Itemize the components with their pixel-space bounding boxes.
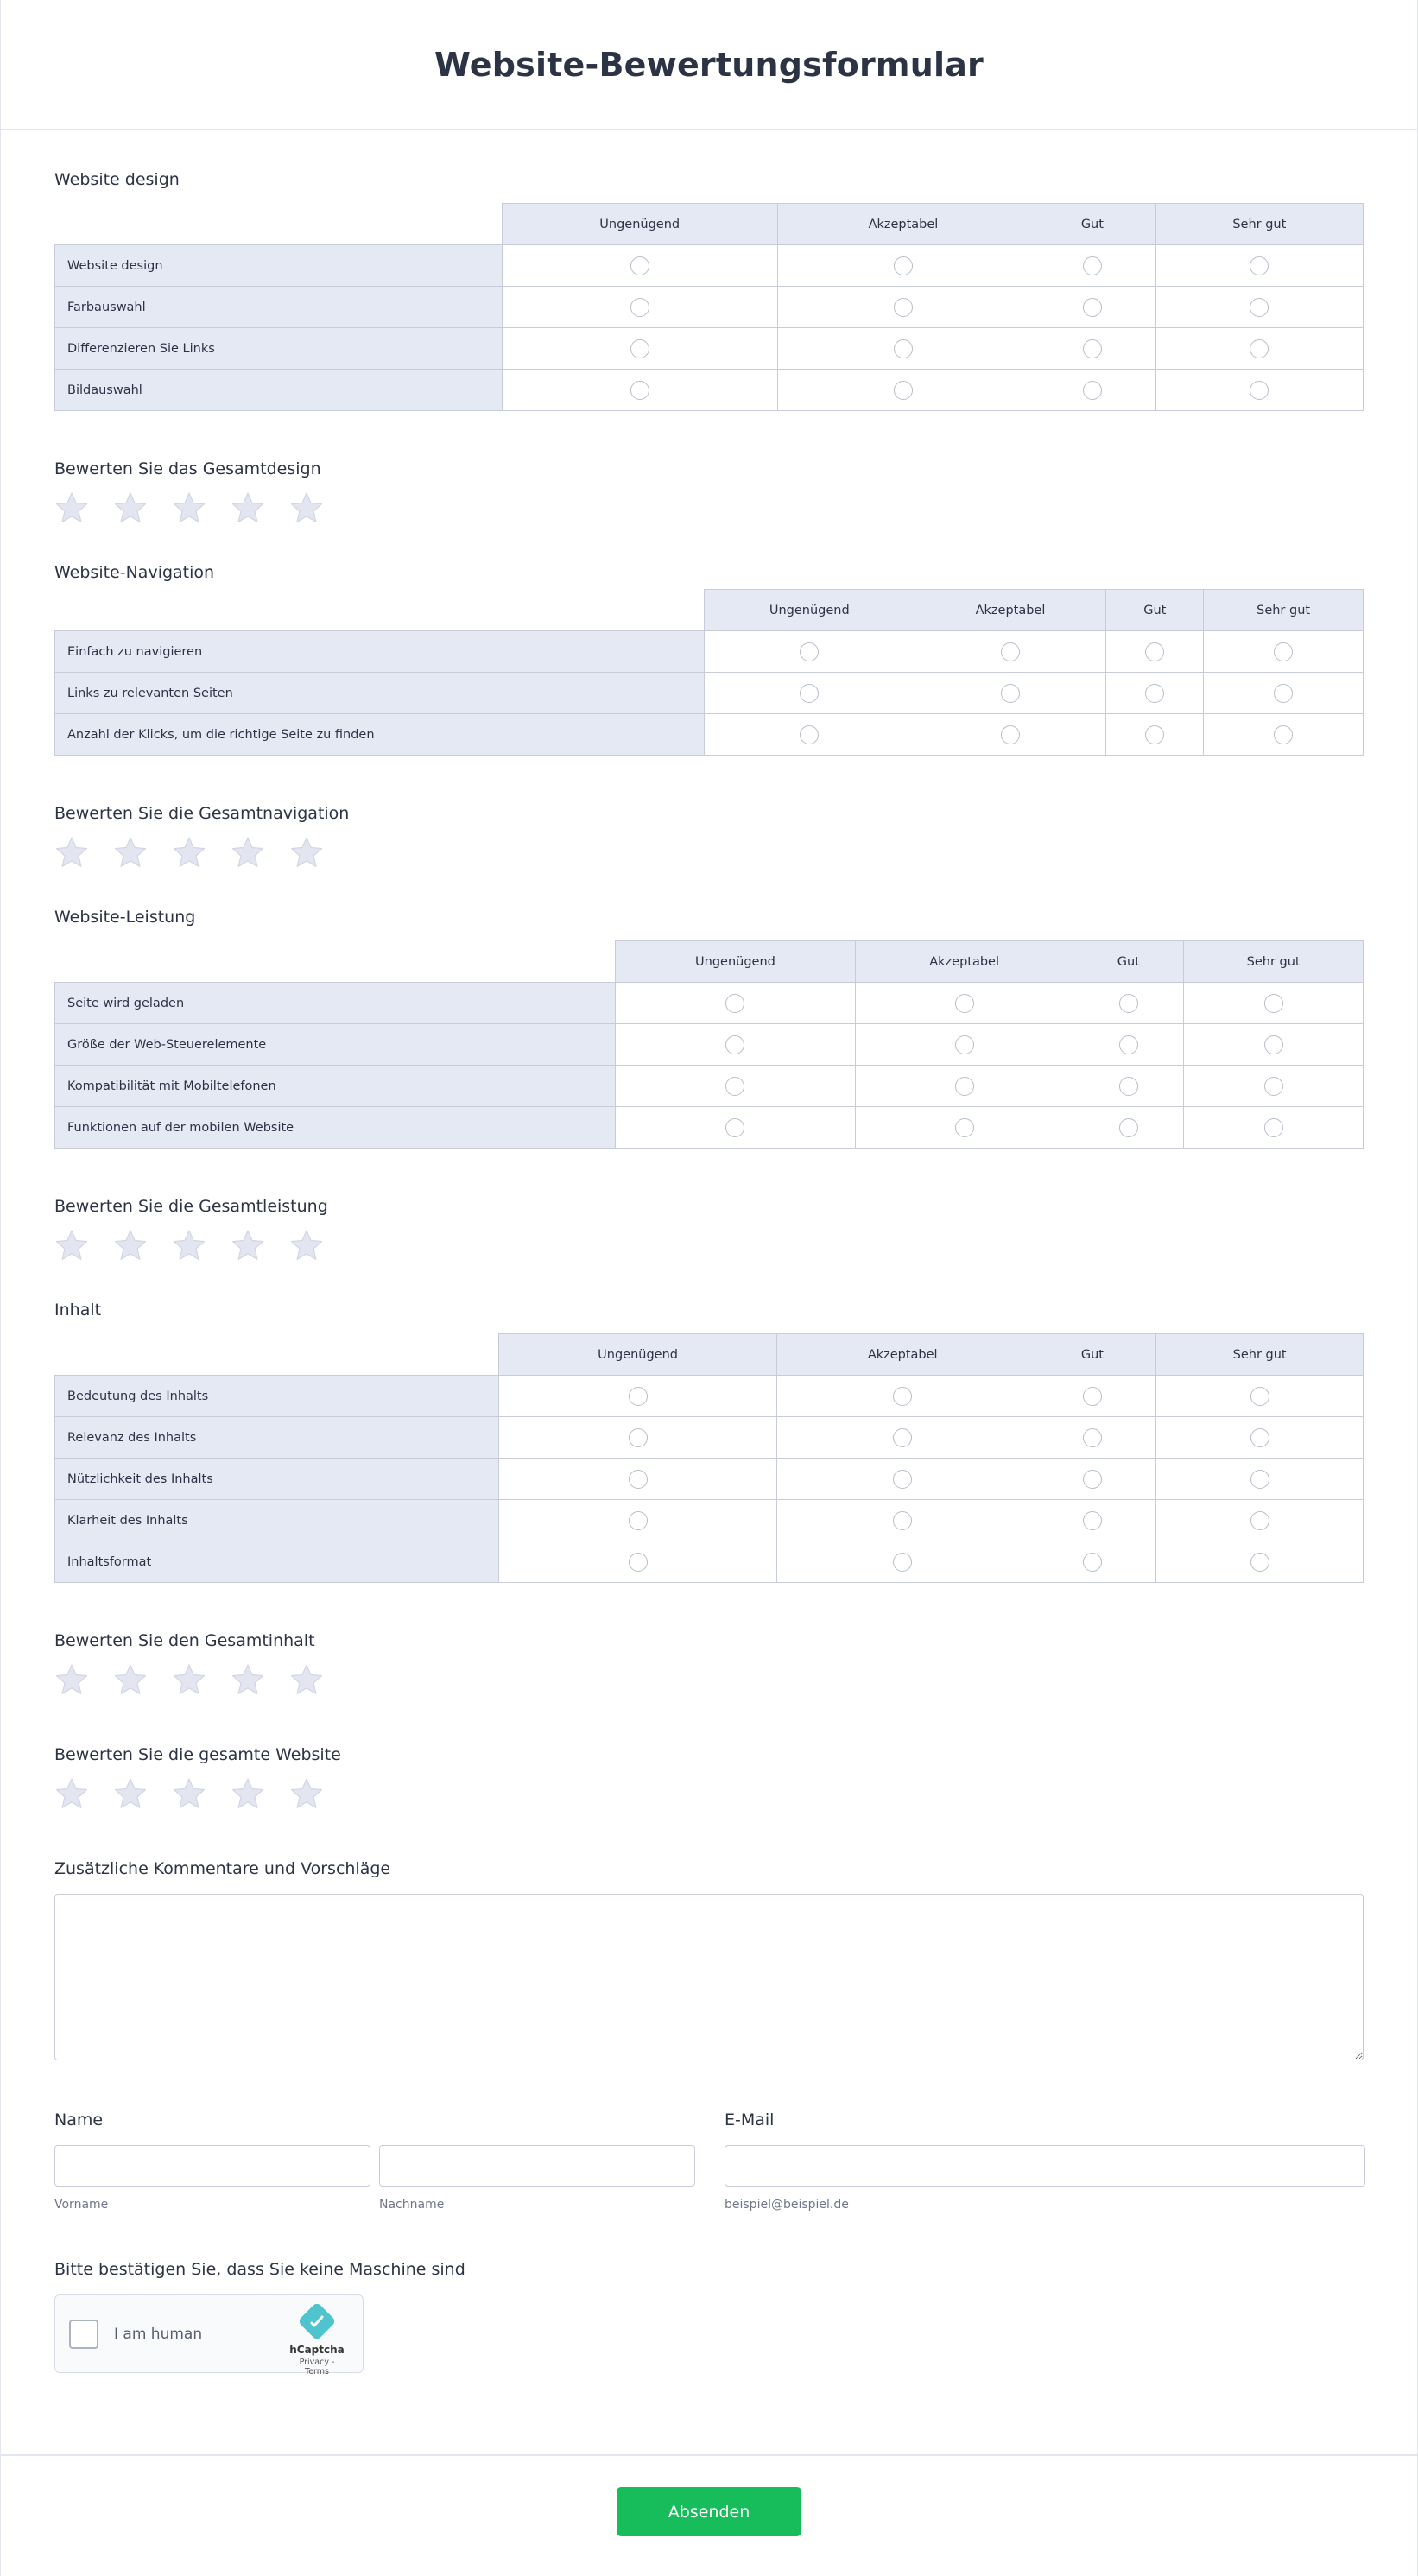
matrix-cell (1156, 1459, 1364, 1500)
matrix-row (55, 1459, 1364, 1500)
matrix-cell (499, 1417, 777, 1459)
radio-icon[interactable] (893, 1428, 912, 1447)
question-label: Website design (54, 170, 180, 189)
matrix-column-header: Ungenügend (616, 941, 856, 983)
matrix-row (55, 287, 1364, 328)
star-icon[interactable] (289, 1228, 324, 1263)
hcaptcha-logo-icon (300, 2304, 334, 2339)
rating-content (54, 1631, 1364, 1697)
matrix-row (55, 1417, 1364, 1459)
matrix-cell (777, 328, 1029, 370)
question-label: Zusätzliche Kommentare und Vorschläge (54, 1859, 391, 1878)
question-label: Website-Navigation (54, 563, 215, 582)
captcha-logo (287, 2304, 347, 2377)
matrix-cell (1155, 370, 1363, 411)
radio-icon[interactable] (1274, 725, 1293, 744)
matrix-cell (502, 370, 777, 411)
radio-icon[interactable] (800, 642, 819, 661)
matrix-column-header: Sehr gut (1155, 204, 1363, 245)
star-icon[interactable] (113, 491, 148, 525)
matrix-content (54, 1301, 1364, 1583)
matrix-header-row (55, 590, 1364, 631)
matrix-cell (704, 673, 915, 714)
comments-section (54, 1859, 1364, 2064)
radio-icon[interactable] (894, 381, 913, 400)
matrix-cell (1156, 1417, 1364, 1459)
captcha-label: Bitte bestätigen Sie, dass Sie keine Maschine sind (54, 2260, 465, 2279)
radio-icon[interactable] (1083, 1511, 1102, 1530)
matrix-cell (1073, 1066, 1184, 1107)
radio-icon[interactable] (800, 684, 819, 703)
matrix-row-label: Farbauswahl (55, 287, 503, 328)
radio-icon[interactable] (1083, 1428, 1102, 1447)
matrix-cell (616, 1066, 856, 1107)
radio-icon[interactable] (1001, 684, 1020, 703)
matrix-cell (499, 1500, 777, 1541)
matrix-corner (55, 590, 705, 631)
radio-icon[interactable] (725, 1118, 744, 1137)
star-icon[interactable] (231, 1662, 265, 1697)
star-icon[interactable] (289, 491, 324, 525)
matrix-cell (1184, 1066, 1364, 1107)
matrix-column-header: Akzeptabel (915, 590, 1106, 631)
matrix-row-label: Links zu relevanten Seiten (55, 673, 705, 714)
matrix-row-label: Anzahl der Klicks, um die richtige Seite zu finden (55, 714, 705, 756)
matrix-column-header: Akzeptabel (776, 1334, 1029, 1376)
star-icon[interactable] (231, 491, 265, 525)
matrix-cell (1155, 245, 1363, 287)
radio-icon[interactable] (893, 1553, 912, 1572)
last-name-sublabel: Nachname (379, 2198, 445, 2212)
radio-icon[interactable] (629, 1387, 648, 1406)
radio-icon[interactable] (630, 298, 649, 317)
radio-icon[interactable] (1145, 642, 1164, 661)
matrix-cell (1156, 1541, 1364, 1583)
matrix-row-label: Website design (55, 245, 503, 287)
question-label: Inhalt (54, 1301, 102, 1320)
radio-icon[interactable] (629, 1428, 648, 1447)
star-rating (54, 1228, 1364, 1263)
matrix-cell (1204, 631, 1364, 673)
star-icon[interactable] (54, 1228, 89, 1263)
radio-icon[interactable] (1119, 1035, 1138, 1054)
matrix-column-header: Ungenügend (499, 1334, 777, 1376)
star-icon[interactable] (54, 491, 89, 525)
matrix-row-label: Größe der Web-Steuerelemente (55, 1024, 616, 1066)
matrix-cell (502, 245, 777, 287)
first-name-group (54, 2145, 370, 2212)
last-name-input[interactable] (379, 2145, 695, 2187)
matrix-column-header: Sehr gut (1184, 941, 1364, 983)
matrix-cell (1029, 1376, 1156, 1417)
radio-icon[interactable] (893, 1387, 912, 1406)
matrix-row-label: Nützlichkeit des Inhalts (55, 1459, 499, 1500)
matrix-cell (499, 1376, 777, 1417)
matrix-row (55, 1376, 1364, 1417)
name-inputs (54, 2145, 695, 2212)
question-label: Bewerten Sie die Gesamtleistung (54, 1197, 328, 1216)
matrix-row (55, 1107, 1364, 1149)
matrix-cell (855, 1107, 1073, 1149)
radio-icon[interactable] (1083, 1553, 1102, 1572)
name-field-group (54, 2111, 695, 2212)
matrix-row (55, 1541, 1364, 1583)
radio-icon[interactable] (1250, 298, 1269, 317)
matrix-row (55, 1500, 1364, 1541)
matrix-table (54, 589, 1364, 756)
matrix-row (55, 983, 1364, 1024)
matrix-cell (1029, 1417, 1156, 1459)
star-icon[interactable] (172, 1776, 206, 1811)
matrix-column-header: Ungenügend (704, 590, 915, 631)
radio-icon[interactable] (1083, 256, 1102, 275)
radio-icon[interactable] (1250, 339, 1269, 358)
matrix-cell (1184, 1107, 1364, 1149)
matrix-cell (855, 1024, 1073, 1066)
email-sublabel: beispiel@beispiel.de (725, 2198, 849, 2212)
matrix-row (55, 1024, 1364, 1066)
captcha-links[interactable]: Privacy - Terms (299, 2358, 335, 2377)
radio-icon[interactable] (1250, 1428, 1269, 1447)
matrix-cell (1106, 631, 1204, 673)
matrix-cell (502, 328, 777, 370)
star-icon[interactable] (231, 835, 265, 870)
matrix-cell (1204, 673, 1364, 714)
matrix-cell (777, 370, 1029, 411)
radio-icon[interactable] (1083, 298, 1102, 317)
radio-icon[interactable] (955, 994, 974, 1013)
captcha-brand: hCaptcha (289, 2344, 345, 2356)
radio-icon[interactable] (629, 1470, 648, 1489)
submit-button[interactable]: Absenden (617, 2487, 801, 2536)
radio-icon[interactable] (1083, 1470, 1102, 1489)
question-label: Bewerten Sie den Gesamtinhalt (54, 1631, 315, 1650)
matrix-header-row (55, 204, 1364, 245)
matrix-column-header: Gut (1106, 590, 1204, 631)
radio-icon[interactable] (894, 298, 913, 317)
radio-icon[interactable] (1119, 1118, 1138, 1137)
matrix-cell (855, 983, 1073, 1024)
email-input[interactable] (725, 2145, 1365, 2187)
form-content (1, 130, 1417, 2377)
radio-icon[interactable] (1250, 381, 1269, 400)
matrix-cell (915, 631, 1106, 673)
star-icon[interactable] (172, 491, 206, 525)
matrix-row-label: Klarheit des Inhalts (55, 1500, 499, 1541)
star-icon[interactable] (113, 1662, 148, 1697)
matrix-cell (1155, 287, 1363, 328)
radio-icon[interactable] (1119, 1077, 1138, 1096)
matrix-table (54, 203, 1364, 411)
matrix-cell (1029, 287, 1156, 328)
matrix-header-row (55, 941, 1364, 983)
matrix-cell (1106, 673, 1204, 714)
contact-section (54, 2111, 1364, 2212)
rating-design (54, 459, 1364, 525)
star-icon[interactable] (172, 1228, 206, 1263)
matrix-row (55, 370, 1364, 411)
matrix-cell (1156, 1500, 1364, 1541)
matrix-cell (777, 287, 1029, 328)
star-icon[interactable] (113, 835, 148, 870)
matrix-header-row (55, 1334, 1364, 1376)
star-icon[interactable] (289, 1776, 324, 1811)
matrix-cell (776, 1459, 1029, 1500)
star-rating (54, 1776, 1364, 1811)
first-name-input[interactable] (54, 2145, 370, 2187)
star-icon[interactable] (54, 835, 89, 870)
star-icon[interactable] (231, 1228, 265, 1263)
matrix-cell (502, 287, 777, 328)
matrix-cell (616, 1024, 856, 1066)
form-title: Website-Bewertungsformular (434, 45, 984, 84)
radio-icon[interactable] (1274, 642, 1293, 661)
matrix-website-navigation (54, 563, 1364, 756)
radio-icon[interactable] (1119, 994, 1138, 1013)
radio-icon[interactable] (894, 256, 913, 275)
radio-icon[interactable] (1274, 684, 1293, 703)
matrix-cell (1155, 328, 1363, 370)
star-icon[interactable] (231, 1776, 265, 1811)
matrix-corner (55, 204, 503, 245)
matrix-row (55, 328, 1364, 370)
matrix-column-header: Gut (1029, 1334, 1156, 1376)
matrix-cell (1029, 1500, 1156, 1541)
matrix-cell (616, 1107, 856, 1149)
matrix-cell (499, 1459, 777, 1500)
radio-icon[interactable] (1145, 684, 1164, 703)
radio-icon[interactable] (629, 1511, 648, 1530)
matrix-cell (1073, 983, 1184, 1024)
rating-performance (54, 1197, 1364, 1263)
radio-icon[interactable] (894, 339, 913, 358)
email-field-group (725, 2111, 1365, 2212)
radio-icon[interactable] (725, 1035, 744, 1054)
rating-navigation (54, 804, 1364, 870)
radio-icon[interactable] (725, 994, 744, 1013)
radio-icon[interactable] (1083, 339, 1102, 358)
matrix-row-label: Seite wird geladen (55, 983, 616, 1024)
matrix-cell (1029, 370, 1156, 411)
matrix-cell (915, 673, 1106, 714)
matrix-cell (1073, 1107, 1184, 1149)
matrix-row (55, 245, 1364, 287)
matrix-cell (1073, 1024, 1184, 1066)
matrix-column-header: Gut (1073, 941, 1184, 983)
matrix-row-label: Bedeutung des Inhalts (55, 1376, 499, 1417)
radio-icon[interactable] (800, 725, 819, 744)
matrix-cell (1029, 245, 1156, 287)
matrix-cell (499, 1541, 777, 1583)
form-footer (1, 2454, 1417, 2576)
first-name-sublabel: Vorname (54, 2198, 109, 2212)
matrix-website-performance (54, 908, 1364, 1149)
matrix-cell (776, 1376, 1029, 1417)
star-icon[interactable] (289, 835, 324, 870)
radio-icon[interactable] (1001, 725, 1020, 744)
radio-icon[interactable] (1145, 725, 1164, 744)
radio-icon[interactable] (1250, 256, 1269, 275)
matrix-column-header: Sehr gut (1156, 1334, 1364, 1376)
matrix-row-label: Inhaltsformat (55, 1541, 499, 1583)
radio-icon[interactable] (630, 339, 649, 358)
radio-icon[interactable] (1083, 1387, 1102, 1406)
matrix-cell (776, 1500, 1029, 1541)
matrix-cell (776, 1541, 1029, 1583)
captcha-checkbox-text: I am human (114, 2325, 203, 2343)
matrix-cell (855, 1066, 1073, 1107)
matrix-cell (616, 983, 856, 1024)
radio-icon[interactable] (630, 381, 649, 400)
matrix-column-header: Ungenügend (502, 204, 777, 245)
comments-textarea[interactable] (54, 1894, 1364, 2060)
radio-icon[interactable] (893, 1511, 912, 1530)
radio-icon[interactable] (1264, 1077, 1283, 1096)
question-label: Website-Leistung (54, 908, 196, 927)
matrix-cell (1106, 714, 1204, 756)
radio-icon[interactable] (1250, 1470, 1269, 1489)
star-icon[interactable] (172, 835, 206, 870)
radio-icon[interactable] (1264, 1118, 1283, 1137)
matrix-cell (915, 714, 1106, 756)
captcha-widget (54, 2294, 364, 2377)
radio-icon[interactable] (955, 1035, 974, 1054)
radio-icon[interactable] (1001, 642, 1020, 661)
question-label: Bewerten Sie die Gesamtnavigation (54, 804, 350, 823)
radio-icon[interactable] (1264, 1035, 1283, 1054)
matrix-row (55, 714, 1364, 756)
star-rating (54, 835, 1364, 870)
matrix-column-header: Sehr gut (1204, 590, 1364, 631)
radio-icon[interactable] (955, 1077, 974, 1096)
star-icon[interactable] (54, 1776, 89, 1811)
matrix-row (55, 673, 1364, 714)
matrix-row-label: Relevanz des Inhalts (55, 1417, 499, 1459)
radio-icon[interactable] (725, 1077, 744, 1096)
matrix-cell (1184, 983, 1364, 1024)
radio-icon[interactable] (893, 1470, 912, 1489)
matrix-row-label: Kompatibilität mit Mobiltelefonen (55, 1066, 616, 1107)
question-label: Bewerten Sie das Gesamtdesign (54, 459, 321, 478)
form-header (1, 0, 1417, 130)
matrix-website-design (54, 170, 1364, 411)
star-rating (54, 491, 1364, 525)
radio-icon[interactable] (1083, 381, 1102, 400)
matrix-column-header: Akzeptabel (855, 941, 1073, 983)
star-icon[interactable] (113, 1776, 148, 1811)
radio-icon[interactable] (630, 256, 649, 275)
matrix-row (55, 631, 1364, 673)
star-icon[interactable] (113, 1228, 148, 1263)
matrix-column-header: Akzeptabel (777, 204, 1029, 245)
matrix-table (54, 1333, 1364, 1583)
matrix-corner (55, 941, 616, 983)
matrix-cell (704, 714, 915, 756)
rating-website (54, 1745, 1364, 1811)
name-label: Name (54, 2111, 104, 2130)
last-name-group (379, 2145, 695, 2212)
matrix-cell (1156, 1376, 1364, 1417)
matrix-row (55, 1066, 1364, 1107)
matrix-row-label: Differenzieren Sie Links (55, 328, 503, 370)
matrix-cell (1184, 1024, 1364, 1066)
radio-icon[interactable] (1250, 1511, 1269, 1530)
radio-icon[interactable] (1250, 1553, 1269, 1572)
star-icon[interactable] (172, 1662, 206, 1697)
matrix-row-label: Einfach zu navigieren (55, 631, 705, 673)
matrix-column-header: Gut (1029, 204, 1156, 245)
captcha-checkbox[interactable] (69, 2320, 98, 2349)
captcha-section (54, 2260, 1364, 2377)
matrix-table (54, 940, 1364, 1149)
radio-icon[interactable] (955, 1118, 974, 1137)
radio-icon[interactable] (1264, 994, 1283, 1013)
question-label: Bewerten Sie die gesamte Website (54, 1745, 341, 1764)
email-label: E-Mail (725, 2111, 775, 2130)
radio-icon[interactable] (629, 1553, 648, 1572)
matrix-cell (1204, 714, 1364, 756)
star-rating (54, 1662, 1364, 1697)
matrix-row-label: Bildauswahl (55, 370, 503, 411)
matrix-row-label: Funktionen auf der mobilen Website (55, 1107, 616, 1149)
matrix-cell (1029, 328, 1156, 370)
radio-icon[interactable] (1250, 1387, 1269, 1406)
matrix-cell (777, 245, 1029, 287)
star-icon[interactable] (54, 1662, 89, 1697)
matrix-cell (776, 1417, 1029, 1459)
star-icon[interactable] (289, 1662, 324, 1697)
matrix-cell (1029, 1541, 1156, 1583)
matrix-corner (55, 1334, 499, 1376)
matrix-cell (704, 631, 915, 673)
matrix-cell (1029, 1459, 1156, 1500)
